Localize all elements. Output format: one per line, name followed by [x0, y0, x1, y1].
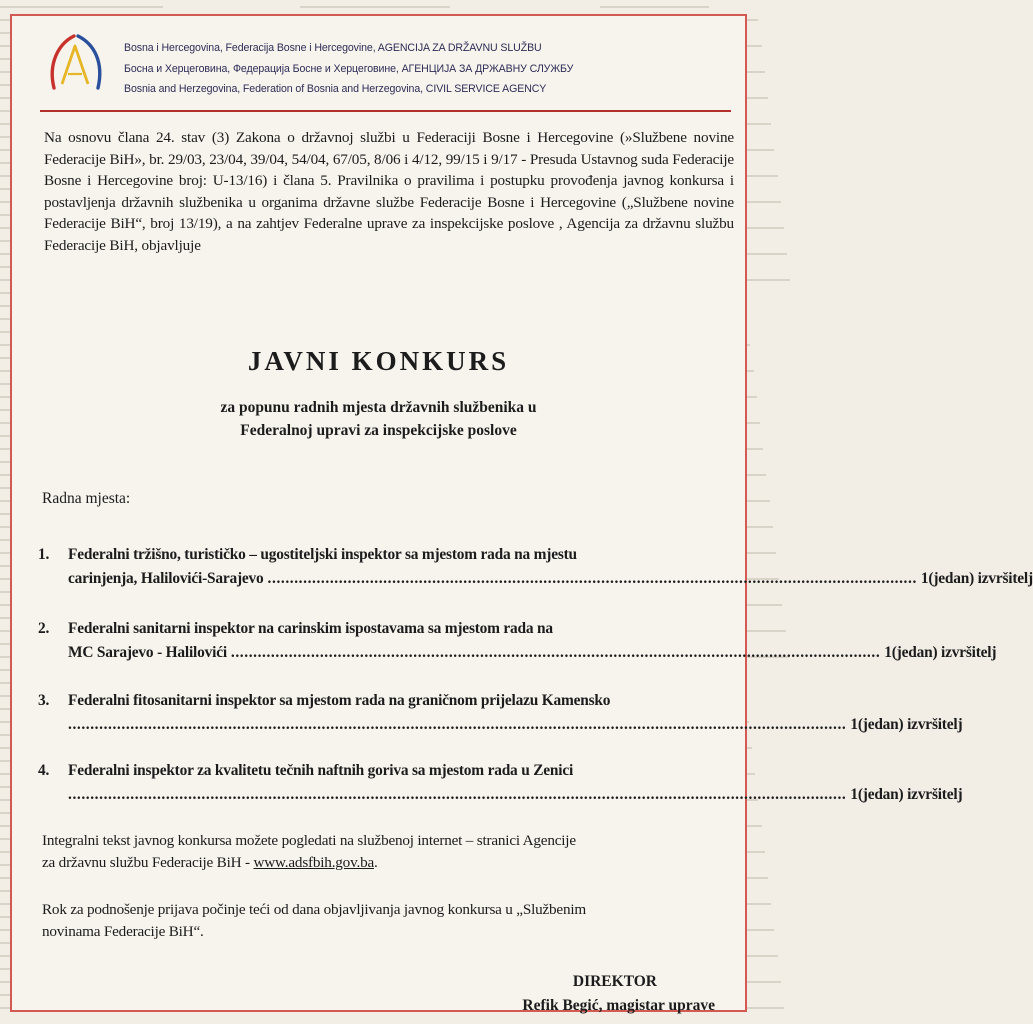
agency-emblem-icon [44, 30, 108, 94]
dot-leader: ............................................................................................................................................................................... [68, 786, 847, 803]
position-number: 2. [38, 620, 50, 637]
page-subtitle [12, 396, 745, 442]
deadline-notice [42, 899, 742, 942]
agency-name-cyrillic: Босна и Херцеговина, Федерација Босне и Херцеговине, АГЕНЦИЈА ЗА ДРЖАВНУ СЛУЖБУ [124, 62, 574, 75]
position-location: MC Sarajevo - Halilovići [68, 644, 227, 661]
position-count: 1(jedan) izvršitelj [850, 716, 963, 733]
position-title: Federalni fitosanitarni inspektor sa mjestom rada na graničnom prijelazu Kamensko [68, 692, 611, 709]
position-title: Federalni tržišno, turističko – ugostiteljski inspektor sa mjestom rada na mjestu [68, 546, 577, 563]
dot-leader: .................................................................................................................................................. [230, 644, 881, 661]
integral-text-notice [42, 830, 742, 873]
position-count: 1(jedan) izvršitelj [920, 570, 1033, 587]
agency-header [12, 16, 745, 111]
deadline-line: Rok za podnošenje prijava počinje teći od dana objavljivanja javnog konkursa u „Službenim [42, 901, 586, 918]
subtitle-line: za popunu radnih mjesta državnih službenika u [220, 399, 537, 416]
agency-name-latin: Bosna i Hercegovina, Federacija Bosne i Hercegovine, AGENCIJA ZA DRŽAVNU SLUŽBU [124, 42, 542, 54]
agency-name-block [124, 38, 573, 100]
header-divider [40, 110, 731, 112]
integral-line: Integralni tekst javnog konkursa možete pogledati na službenoj internet – stranici Agencije [42, 832, 576, 849]
position-title: Federalni inspektor za kvalitetu tečnih naftnih goriva sa mjestom rada u Zenici [68, 762, 574, 779]
agency-website-link[interactable]: www.adsfbih.gov.ba [253, 853, 375, 871]
deadline-line: novinama Federacije BiH“. [42, 922, 204, 940]
section-label: Radna mjesta: [42, 490, 131, 507]
dot-leader: .................................................................................................................................................. [267, 570, 917, 587]
integral-line-2 [42, 852, 742, 874]
subtitle-line: Federalnoj upravi za inspekcijske poslove [240, 422, 517, 439]
announcement-frame [10, 14, 1033, 1014]
dot-leader: ............................................................................................................................................................................... [68, 716, 847, 733]
bleed-line [0, 6, 163, 8]
position-number: 1. [38, 546, 50, 563]
position-count: 1(jedan) izvršitelj [850, 786, 963, 803]
position-count: 1(jedan) izvršitelj [884, 644, 997, 661]
position-title: Federalni sanitarni inspektor na carinskim ispostavama sa mjestom rada na [68, 620, 553, 637]
integral-suffix: . [374, 853, 378, 871]
signature-block [522, 970, 715, 1018]
bleed-line [300, 6, 450, 8]
signatory-role: DIREKTOR [572, 973, 657, 990]
integral-line: za državnu službu Federacije BiH - [42, 853, 250, 871]
position-number: 4. [38, 762, 50, 779]
agency-name-english: Bosnia and Herzegovina, Federation of Bosnia and Herzegovina, CIVIL SERVICE AGENCY [124, 83, 547, 95]
position-location: carinjenja, Halilovići-Sarajevo [68, 570, 264, 587]
position-number: 3. [38, 692, 50, 709]
bleed-line [600, 6, 709, 8]
legal-preamble: Na osnovu člana 24. stav (3) Zakona o državnoj službi u Federaciji Bosne i Hercegovine (»Službene novine Federacije BiH», br. 29/03, 23/04, 39/04, 54/04, 67/05, 8/06 i 4/12, 99/15 i 9/17 - Presuda Ustavnog suda Federacije Bosne i Hercegovine broj: U-13/16) i člana 5. Pravilnika o pravilima i postupku provođenja javnog konkursa i postavljenja državnih službenika u organima državne službe Federacije Bosne i Hercegovine („Službene novine Federacije BiH“, broj 13/19), a na zahtjev Federalne uprave za inspekcijske poslove , Agencija za državnu službu Federacije BiH, objavljuje [44, 129, 734, 254]
signatory-name: Refik Begić, magistar uprave [522, 997, 715, 1014]
page-title: JAVNI KONKURS [247, 346, 510, 376]
